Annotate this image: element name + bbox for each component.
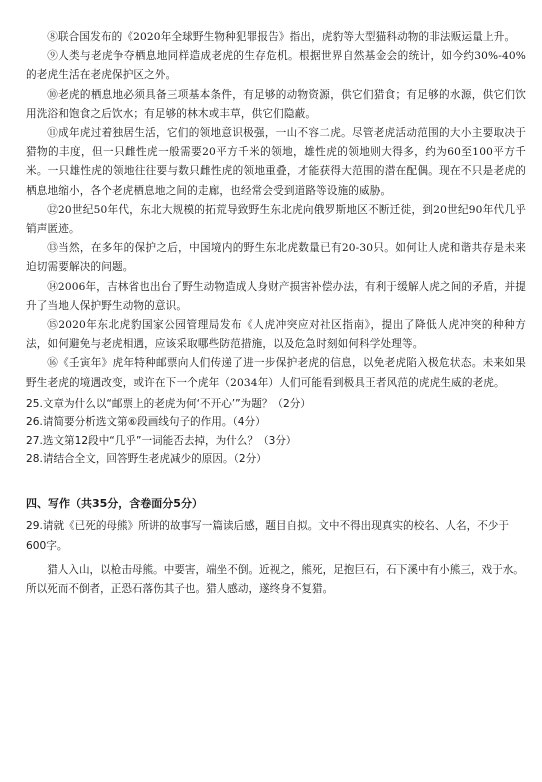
question-28: 28.请结合全文，回答野生老虎减少的原因。（2分） [26, 453, 267, 466]
paragraph-16: ⑯《壬寅年》虎年特种邮票向人们传递了进一步保护老虎的信息，以免老虎陷入极危状态。未来如果野生老虎的境遇改变，或许在下一个虎年（2034年）人们可能看到极具王者风范的虎虎生威的老虎。 [26, 357, 526, 389]
paragraph-14: ⑭2006年，吉林省也出台了野生动物造成人身财产损害补偿办法，有利于缓解人虎之间的矛盾，并提升了当地人保护野生动物的意识。 [26, 280, 526, 312]
paragraph-13: ⑬当然，在多年的保护之后，中国境内的野生东北虎数量已有20-30只。如何让人虎和谐共存是未来迫切需要解决的问题。 [26, 242, 526, 274]
question-27: 27.选文第12段中“几乎”一词能否去掉，为什么？（3分） [26, 434, 297, 447]
question-26: 26.请简要分析选文第⑥段画线句子的作用。（4分） [26, 416, 266, 429]
article-body [26, 28, 526, 393]
paragraph-11: ⑪成年虎过着独居生活，它们的领地意识极强，一山不容二虎。尽管老虎活动范围的大小主要取决于猎物的丰度，但一只雌性虎一般需要20平方千米的领地，雄性虎的领地则大得多，约为60至100平方千米。一只雄性虎的领地往往要与数只雌性虎的领地重叠，才能获得大范围的潜在配偶。现在不只是老虎的栖息地缩小，各个老虎栖息地之间的走廊，也经常会受到道路等设施的威胁。 [26, 127, 526, 197]
question-list [26, 395, 526, 469]
classical-passage: 猎人入山，以枪击母熊。中要害，端坐不倒。近视之，熊死，足抱巨石，石下溪中有小熊三，戏于水。所以死而不倒者，正恐石落伤其子也。猎人感动，遂终身不复猎。 [26, 563, 524, 596]
paragraph-10: ⑩老虎的栖息地必须具备三项基本条件，有足够的动物资源，供它们猎食；有足够的水源，供它们饮用洗浴和饱食之后饮水；有足够的林木或丰草，供它们隐蔽。 [26, 88, 526, 120]
paragraph-15: ⑮2020年东北虎豹国家公园管理局发布《人虎冲突应对社区指南》，提出了降低人虎冲突的种种方法，如何避免与老虎相遇，应该采取哪些防范措施，以及危急时刻如何科学处理等。 [26, 319, 526, 351]
writing-section [26, 494, 526, 599]
paragraph-12: ⑫20世纪50年代，东北大规模的拓荒导致野生东北虎向俄罗斯地区不断迁徙，到20世纪90年代几乎销声匿迹。 [26, 203, 526, 236]
writing-section-title: 四、写作（共35分，含卷面分5分） [26, 497, 203, 511]
question-25: 25.文章为什么以“邮票上的老虎为何‘不开心’”为题？（2分） [26, 397, 311, 410]
paragraph-9: ⑨人类与老虎争夺栖息地同样造成老虎的生存危机。根据世界自然基金会的统计，如今约30%-40%的老虎生活在老虎保护区之外。 [26, 50, 526, 82]
writing-prompt: 29.请就《已死的母熊》所讲的故事写一篇读后感，题目自拟。文中不得出现真实的校名、人名，不少于600字。 [26, 520, 509, 553]
paragraph-8: ⑧联合国发布的《2020年全球野生物种犯罪报告》指出，虎豹等大型猫科动物的非法贩运量上升。 [47, 31, 516, 43]
